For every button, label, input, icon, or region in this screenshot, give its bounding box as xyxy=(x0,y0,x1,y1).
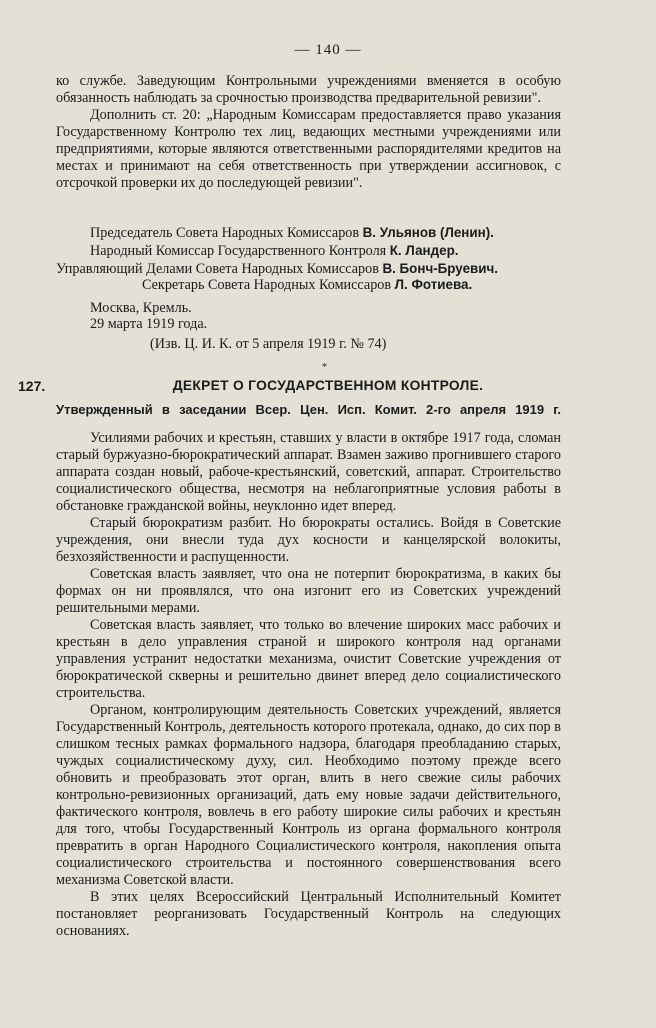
source-citation: (Изв. Ц. И. К. от 5 апреля 1919 г. № 74) xyxy=(150,336,387,352)
date: 29 марта 1919 года. xyxy=(90,316,208,332)
signature-line xyxy=(142,276,472,294)
paragraph: Старый бюрократизм разбит. Но бюрократы остались. Войдя в Советские учреждения, они внесли туда дух косности и канцелярской волокиты, безхозяйственности и распущенности. xyxy=(56,515,561,565)
decree-title: ДЕКРЕТ О ГОСУДАРСТВЕННОМ КОНТРОЛЕ. xyxy=(172,378,484,393)
decree-number: 127. xyxy=(18,378,46,394)
signature-role: Секретарь Совета Народных Комиссаров xyxy=(142,277,392,293)
signature-role: Народный Комиссар Государственного Контроля xyxy=(90,243,387,259)
star-mark: * xyxy=(322,362,327,373)
decree-text-block xyxy=(56,430,561,940)
paragraph: В этих целях Всероссийский Центральный Исполнительный Комитет постановляет реорганизовать Государственный Контроль на следующих основаниях. xyxy=(56,889,561,939)
paragraph: Органом, контролирующим деятельность Советских учреждений, является Государственный Контроль, деятельность которого протекала, однако, до сих пор в слишком тесных рамках формального надзора, благодаря преобладанию старых, чуждых социалистическому духу, сил. Необходимо поэтому прежде всего обновить и преобразовать этот орган, влить в него свежие силы рабочих контрольно-ревизионных организаций, дать ему новые задачи действительного, фактического контроля, вовлечь в его работу широкие силы рабочих и крестьян для того, чтобы Государственный Контроль из органа формального контроля превратить в орган Народного Социалистического контроля, накопления опыта социалистического строительства и постоянного совершенствования всего механизма Советской власти. xyxy=(56,702,561,888)
paragraph: Советская власть заявляет, что она не потерпит бюрократизма, в каких бы формах он ни проявлялся, что она изгонит его из Советских учреждений решительными мерами. xyxy=(56,566,561,616)
page-number: — 140 — xyxy=(294,42,362,58)
paragraph: Усилиями рабочих и крестьян, ставших у власти в октябре 1917 года, сломан старый буржуазно-бюрократический аппарат. Взамен заживо прогнившего старого аппарата создан новый, рабоче-крестьянский, советский, аппарат. Строительство социалистического общества, несмотря на неблагоприятные условия работы в обстановке гражданской войны, неуклонно идет вперед. xyxy=(56,430,561,514)
top-text-block xyxy=(56,73,561,192)
signature-name: Л. Фотиева. xyxy=(394,277,473,292)
signature-name: В. Ульянов (Ленин). xyxy=(362,225,494,240)
signature-role: Управляющий Делами Совета Народных Комиссаров xyxy=(56,261,379,277)
decree-subtitle: Утвержденный в заседании Всер. Цен. Исп. Комит. 2-го апреля 1919 г. xyxy=(56,402,561,417)
signature-role: Председатель Совета Народных Комиссаров xyxy=(90,225,360,241)
place: Москва, Кремль. xyxy=(90,300,192,316)
paragraph: ко службе. Заведующим Контрольными учреждениями вменяется в особую обязанность наблюдать за срочностью производства предварительной ревизии". xyxy=(56,73,561,106)
signature-line xyxy=(90,224,494,242)
signature-name: К. Ландер. xyxy=(389,243,459,258)
signature-line xyxy=(90,242,458,260)
paragraph: Советская власть заявляет, что только во влечение широких масс рабочих и крестьян в дело управления страной и широкого контроля над органами управления устранит недостатки механизма, очистит Советские учреждения от бюрократической скверны и решительно двинет вперед дело социалистического строительства. xyxy=(56,617,561,701)
paragraph: Дополнить ст. 20: „Народным Комиссарам предоставляется право указания Государственному Контролю тех лиц, ведающих местными учреждениями или предприятиями, которые являются ответственными распорядителями кредитов на местах и принимают на себя ответственность при утверждении ассигновок, с отсрочкой проверки их до последующей ревизии". xyxy=(56,107,561,191)
signature-name: В. Бонч-Бруевич. xyxy=(382,261,498,276)
